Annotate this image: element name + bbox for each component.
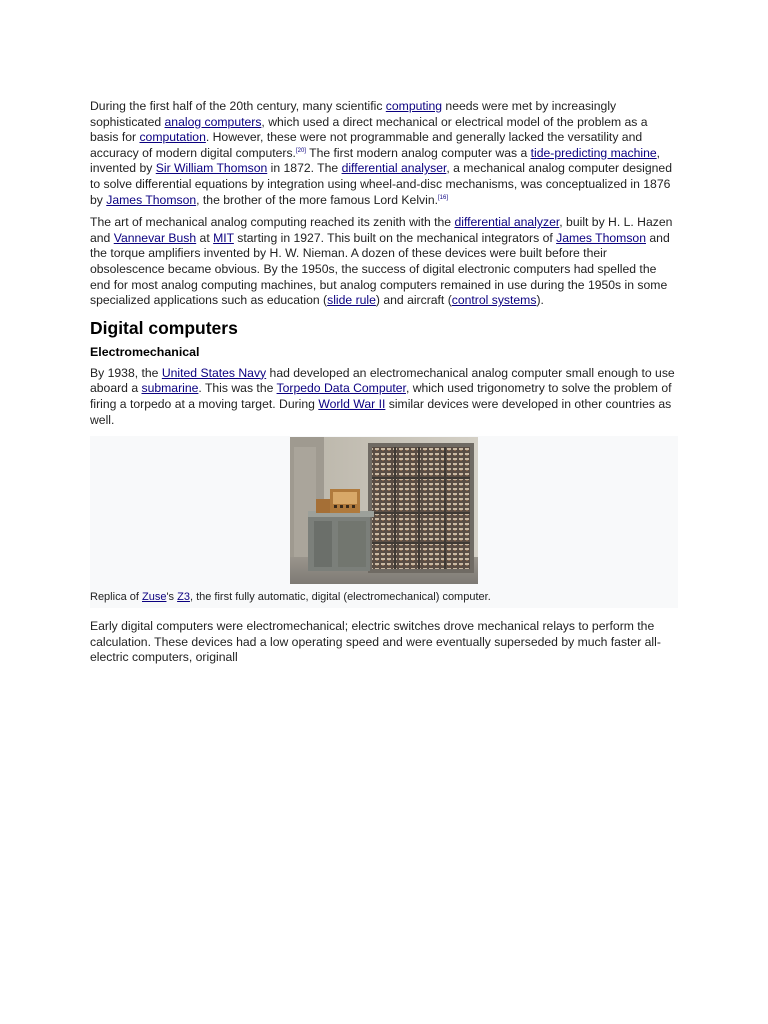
paragraph-mechanical-analog: The art of mechanical analog computing reached its zenith with the differential analyzer, built by H. L. Hazen and Vannevar Bush at MIT starting in 1927. This built on the mechanical integrators of James Thomson and the torque amplifiers invented by H. W. Nieman. A dozen of these devices were built before their obsolescence became obvious. By the 1950s, the success of digital electronic computers had spelled the end for most analog computing machines, but analog computers remained in use during the 1950s in some specialized applications such as education (slide rule) and aircraft (control systems).	[90, 215, 673, 308]
citation-20[interactable]: [20]	[295, 147, 306, 154]
figure-z3-replica	[90, 436, 678, 608]
figure-caption: Replica of Zuse's Z3, the first fully automatic, digital (electromechanical) computer.	[90, 591, 491, 604]
link-computing[interactable]: computing	[385, 99, 443, 113]
link-vannevar-bush[interactable]: Vannevar Bush	[113, 230, 197, 245]
section-heading-digital-computers: Digital computers	[90, 317, 238, 338]
article-body	[90, 99, 678, 673]
citation-16[interactable]: [16]	[438, 194, 449, 201]
link-united-states-navy[interactable]: United States Navy	[161, 365, 267, 380]
link-computation[interactable]: computation	[139, 130, 206, 145]
paragraph-navy: By 1938, the United States Navy had developed an electromechanical analog computer small enough to use aboard a submarine. This was the Torpedo Data Computer, which used trigonometry to solve the problem of firing a torpedo at a moving target. During World War II similar devices were developed in other countries as well.	[90, 365, 675, 427]
link-mit[interactable]: MIT	[213, 230, 234, 245]
link-submarine[interactable]: submarine	[141, 381, 199, 396]
link-sir-william-thomson[interactable]: Sir William Thomson	[155, 161, 268, 176]
link-analog-computers[interactable]: analog computers	[164, 114, 262, 129]
link-differential-analyser[interactable]: differential analyser	[341, 161, 447, 176]
link-slide-rule[interactable]: slide rule	[327, 293, 376, 308]
link-torpedo-data-computer[interactable]: Torpedo Data Computer	[276, 381, 406, 396]
link-differential-analyzer[interactable]: differential analyzer	[454, 215, 560, 230]
link-james-thomson[interactable]: James Thomson	[106, 192, 197, 207]
paragraph-early-digital: Early digital computers were electromechanical; electric switches drove mechanical relays to perform the calculation. These devices had a low operating speed and were eventually superseded by much faster all-electric computers, originall	[90, 619, 661, 665]
link-z3[interactable]: Z3	[177, 591, 190, 604]
link-zuse[interactable]: Zuse	[141, 591, 167, 604]
link-world-war-ii[interactable]: World War II	[318, 396, 386, 411]
link-james-thomson-2[interactable]: James Thomson	[556, 230, 646, 245]
subsection-heading-electromechanical: Electromechanical	[90, 344, 200, 359]
paragraph-analog-intro: During the first half of the 20th century, many scientific computing needs were met by increasingly sophisticated analog computers, which used a direct mechanical or electrical model of the problem as a basis for computation. However, these were not programmable and generally lacked the versatility and accuracy of modern digital computers.[20] The first modern analog computer was a tide-predicting machine, invented by Sir William Thomson in 1872. The differential analyser, a mechanical analog computer designed to solve differential equations by integration using wheel-and-disc mechanisms, was conceptualized in 1876 by James Thomson, the brother of the more famous Lord Kelvin.[16]	[90, 99, 672, 207]
z3-replica-photo[interactable]	[290, 437, 478, 584]
link-tide-predicting-machine[interactable]: tide-predicting machine	[530, 145, 657, 160]
link-control-systems[interactable]: control systems	[451, 293, 537, 308]
